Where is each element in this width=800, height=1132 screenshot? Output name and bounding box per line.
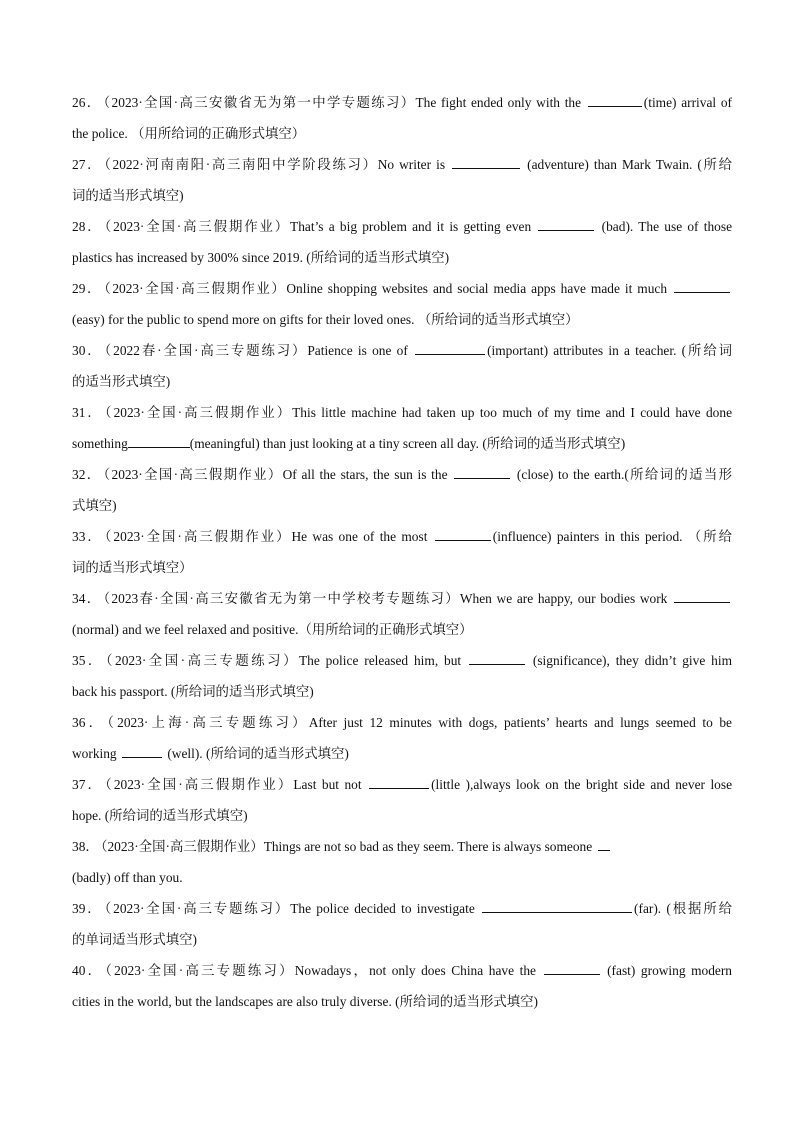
question-line-2: (normal) and we feel relaxed and positive.（用所给词的正确形式填空） [72,622,473,637]
question-number: 38． [72,839,99,854]
question-line-1 [72,466,732,484]
question-source: （2023春·全国·高三安徽省无为第一中学校考专题练习） [103,591,460,606]
question-text: (far). (根据所给 [634,901,733,916]
question-line-1 [72,404,732,422]
question-source: （2022·河南南阳·高三南阳中学阶段练习） [104,157,378,172]
question-text: something [72,436,128,451]
question-line-1 [72,900,732,918]
question-text: (meaningful) than just looking at a tiny screen all day. (所给词的适当形式填空) [189,436,626,451]
question-line-2 [72,435,732,453]
answer-blank[interactable] [588,94,642,107]
question-text: The police released him, but [298,653,468,668]
question-number: 40． [72,963,104,978]
question-line-1 [72,652,732,670]
question-line-2: (easy) for the public to spend more on gifts for their loved ones. （所给词的适当形式填空） [72,312,579,327]
question-source: （2023·全国·高三安徽省无为第一中学专题练习） [103,95,416,110]
question-line-2: hope. (所给词的适当形式填空) [72,808,248,823]
question-text: Patience is one of [307,343,414,358]
question-text: (close) to the earth.(所给词的适当形 [512,467,732,482]
question-text: After just 12 minutes with dogs, patients’ hearts and lungs seemed to be [308,715,732,730]
answer-blank[interactable] [454,466,510,479]
question-line-1 [72,156,732,174]
question-text: (significance), they didn’t give him [527,653,732,668]
question-text: When we are happy, our bodies work [459,591,673,606]
answer-blank[interactable] [538,218,594,231]
question-31 [72,404,732,466]
answer-blank[interactable] [598,838,610,851]
question-text: (little ),always look on the bright side and never lose [431,777,733,792]
question-text: (time) arrival of [643,95,732,110]
question-29 [72,280,732,342]
question-number: 39． [72,901,103,916]
question-line-1 [72,962,732,980]
question-text: Things are not so bad as they seem. There is always someone [263,839,596,854]
question-line-1 [72,280,732,298]
question-source: （2023·全国·高三假期作业） [104,529,292,544]
answer-blank[interactable] [435,528,491,541]
question-28 [72,218,732,280]
question-line-2: back his passport. (所给词的适当形式填空) [72,684,314,699]
question-36 [72,714,732,776]
question-list [72,94,732,1024]
question-source: （2023·全国·高三假期作业） [105,777,294,792]
question-text: That’s a big problem and it is getting even [290,219,537,234]
question-line-2: 的单词适当形式填空) [72,932,197,947]
question-line-2: (badly) off than you. [72,870,183,885]
question-text: (important) attributes in a teacher. (所给词 [487,343,732,358]
question-text: (fast) growing modern [601,963,733,978]
question-source: （2022春·全国·高三专题练习） [104,343,308,358]
question-32 [72,466,732,528]
question-text: The police decided to investigate [290,901,481,916]
question-number: 26． [72,95,102,110]
question-number: 33． [72,529,103,544]
question-line-1 [72,714,732,732]
question-line-2: plastics has increased by 300% since 2019. (所给词的适当形式填空) [72,250,450,265]
question-number: 35． [72,653,104,668]
question-text: working [72,746,120,761]
question-30 [72,342,732,404]
question-33 [72,528,732,590]
question-text: No writer is [377,157,451,172]
question-38 [72,838,732,900]
question-line-2: cities in the world, but the landscapes are also truly diverse. (所给词的适当形式填空) [72,994,538,1009]
question-number: 36． [72,715,106,730]
answer-blank[interactable] [415,342,485,355]
question-text: Last but not [293,777,368,792]
question-39 [72,900,732,962]
question-text: This little machine had taken up too much of my time and I could have done [292,405,733,420]
question-26 [72,94,732,156]
answer-blank[interactable] [122,745,162,758]
question-line-1 [72,838,732,856]
answer-blank[interactable] [469,652,525,665]
question-text: He was one of the most [291,529,433,544]
question-text: Nowadays，not only does China have the [294,963,542,978]
question-line-1 [72,342,732,360]
question-text: (influence) painters in this period. （所给 [492,529,732,544]
question-source: （2023·全国·高三专题练习） [105,963,295,978]
question-35 [72,652,732,714]
answer-blank[interactable] [482,900,632,913]
question-source: （2023·全国·高三专题练习） [104,901,291,916]
question-text: The fight ended only with the [415,95,586,110]
question-text: (bad). The use of those [596,219,733,234]
question-source: （2023·上海·高三专题练习） [107,715,309,730]
question-line-1 [72,94,732,112]
question-text: (well). (所给词的适当形式填空) [163,746,349,761]
question-source: （2023·全国·高三假期作业） [100,839,264,854]
answer-blank[interactable] [452,156,520,169]
answer-blank[interactable] [674,590,730,603]
question-number: 29． [72,281,103,296]
question-37 [72,776,732,838]
question-text: Of all the stars, the sun is the [282,467,453,482]
question-source: （2023·全国·高三假期作业） [103,467,283,482]
question-line-2 [72,745,732,763]
question-number: 32． [72,467,102,482]
answer-blank[interactable] [674,280,730,293]
question-line-2: 词的适当形式填空) [72,188,184,203]
answer-blank[interactable] [128,435,190,448]
question-line-1 [72,218,732,236]
answer-blank[interactable] [544,962,600,975]
question-text: (adventure) than Mark Twain. (所给 [522,157,733,172]
answer-blank[interactable] [369,776,429,789]
question-27 [72,156,732,218]
question-number: 30． [72,343,103,358]
question-line-1 [72,776,732,794]
question-40 [72,962,732,1024]
question-source: （2023·全国·高三假期作业） [104,281,287,296]
question-source: （2023·全国·高三假期作业） [104,219,291,234]
question-34 [72,590,732,652]
question-line-1 [72,528,732,546]
question-number: 31． [72,405,103,420]
question-number: 27． [72,157,103,172]
question-line-2: the police. （用所给词的正确形式填空） [72,126,306,141]
question-number: 28． [72,219,103,234]
question-line-2: 的适当形式填空) [72,374,171,389]
question-line-2: 式填空) [72,498,117,513]
question-number: 37． [72,777,104,792]
question-line-2: 词的适当形式填空） [72,560,193,575]
question-source: （2023·全国·高三专题练习） [105,653,299,668]
question-number: 34． [72,591,102,606]
question-line-1 [72,590,732,608]
question-text: Online shopping websites and social media apps have made it much [286,281,673,296]
question-source: （2023·全国·高三假期作业） [104,405,293,420]
